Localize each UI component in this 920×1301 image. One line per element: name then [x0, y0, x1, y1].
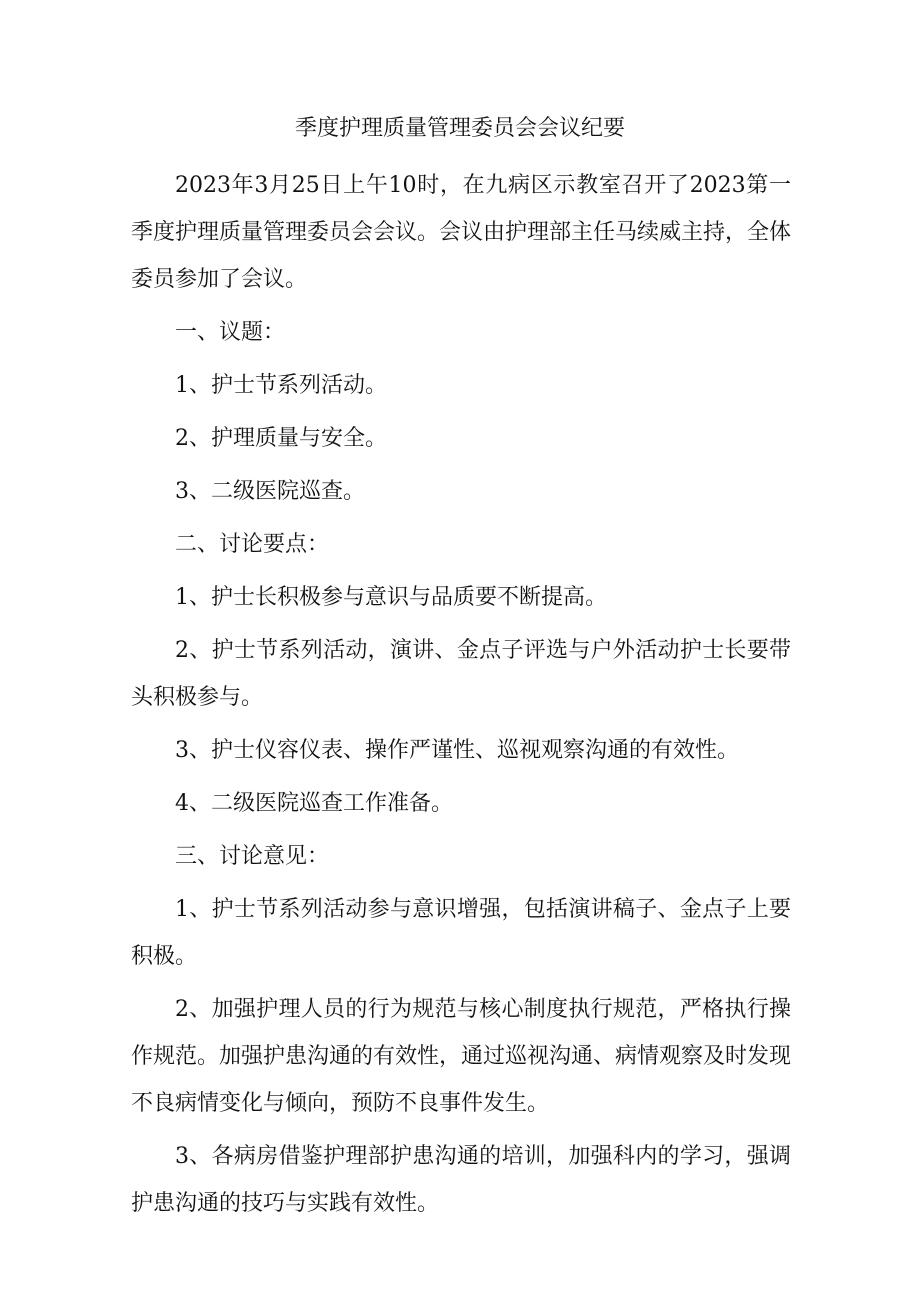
list-item: 2、护理质量与安全。	[175, 426, 387, 451]
intro-paragraph: 2023年3月25日上午10时，在九病区示教室召开了2023第一季度护理质量管理委员会会议。会议由护理部主任马续威主持，全体委员参加了会议。	[131, 173, 792, 292]
list-item: 1、护士长积极参与意识与品质要不断提高。	[175, 585, 607, 610]
document-title: 季度护理质量管理委员会会议纪要	[294, 116, 625, 141]
list-item: 1、护士节系列活动。	[175, 373, 387, 398]
list-item: 4、二级医院巡查工作准备。	[175, 791, 453, 816]
list-item: 3、护士仪容仪表、操作严谨性、巡视观察沟通的有效性。	[175, 738, 739, 763]
list-item: 3、二级医院巡查。	[175, 479, 365, 504]
list-item: 1、护士节系列活动参与意识增强，包括演讲稿子、金点子上要积极。	[131, 897, 791, 969]
section-heading-discussion: 二、讨论要点：	[175, 532, 330, 557]
section-heading-topics: 一、议题：	[175, 320, 286, 345]
list-item: 2、加强护理人员的行为规范与核心制度执行规范，严格执行操作规范。加强护患沟通的有效性，通过巡视沟通、病情观察及时发现不良病情变化与倾向，预防不良事件发生。	[131, 997, 792, 1116]
list-item: 2、护士节系列活动，演讲、金点子评选与户外活动护士长要带头积极参与。	[131, 638, 791, 710]
list-item: 3、各病房借鉴护理部护患沟通的培训，加强科内的学习，强调护患沟通的技巧与实践有效性。	[131, 1144, 791, 1216]
section-heading-opinions: 三、讨论意见：	[175, 844, 330, 869]
document-body	[131, 162, 791, 1233]
